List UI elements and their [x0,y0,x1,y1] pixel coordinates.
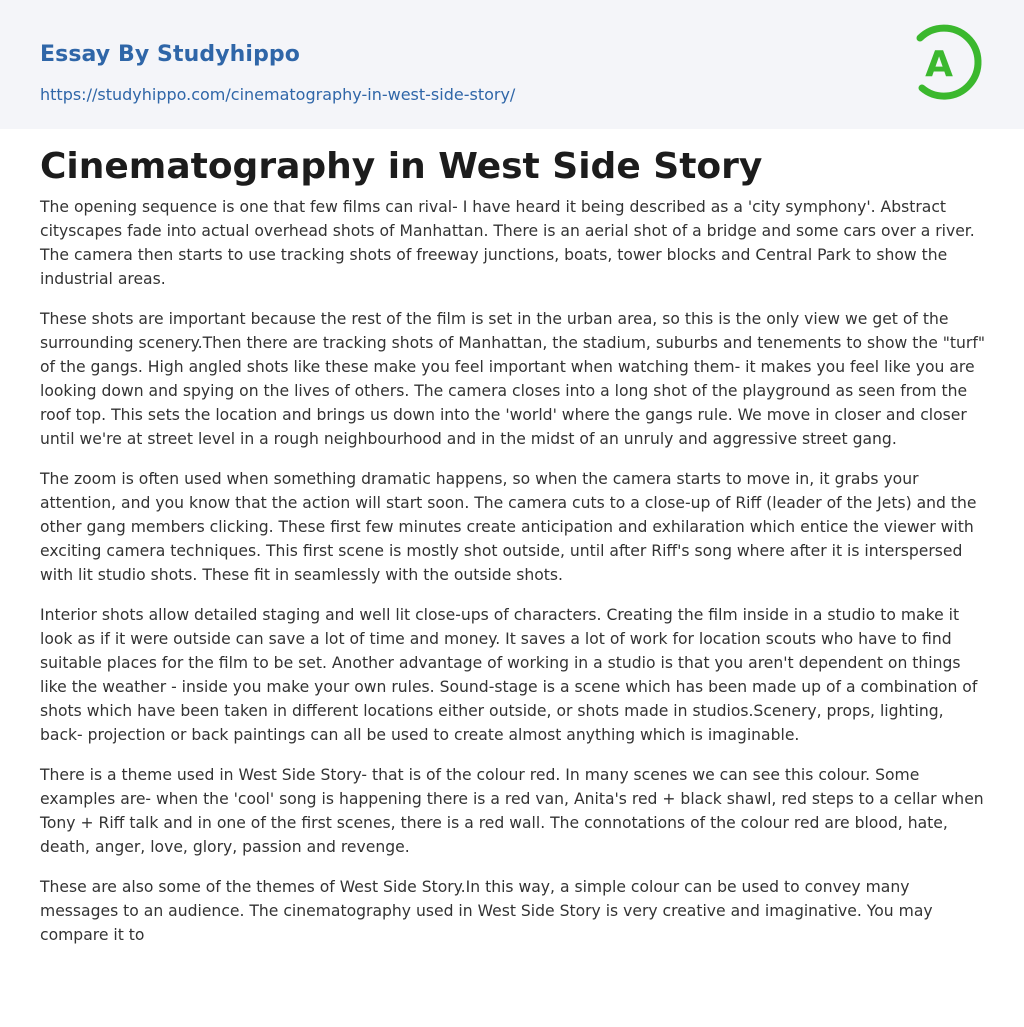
studyhippo-logo-icon [910,18,988,106]
paragraph: Interior shots allow detailed staging and well lit close-ups of characters. Creating the film inside in a studio to make it look as if it were outside can save a lot of time and money. It saves a lot of work for location scouts who have to find suitable places for the film to be set. Another advantage of working in a studio is that you aren't dependent on things like the weather - inside you make your own rules. Sound-stage is a scene which has been made up of a combination of shots which have been taken in different locations either outside, or shots made in studios.Scenery, props, lighting, back- projection or back paintings can all be used to create almost anything which is imaginable. [40,606,978,744]
brand-title: Essay By Studyhippo [40,42,300,67]
paragraph: There is a theme used in West Side Story- that is of the colour red. In many scenes we can see this colour. Some examples are- when the 'cool' song is happening there is a red van, Anita's red + black shawl, red steps to a cellar when Tony + Riff talk and in one of the first scenes, there is a red wall. The connotations of the colour red are blood, hate, death, anger, love, glory, passion and revenge. [40,766,984,856]
source-url-link[interactable]: https://studyhippo.com/cinematography-in-west-side-story/ [40,85,516,104]
svg-text:A: A [925,44,953,85]
paragraph: These are also some of the themes of West Side Story.In this way, a simple colour can be used to convey many messages to an audience. The cinematography used in West Side Story is very creative and imaginative. You may compare it to [40,878,933,944]
site-header [0,0,1024,129]
paragraph: These shots are important because the rest of the film is set in the urban area, so this is the only view we get of the surrounding scenery.Then there are tracking shots of Manhattan, the stadium, suburbs and tenements to show the "turf" of the gangs. High angled shots like these make you feel important when watching them- it makes you feel like you are looking down and spying on the lives of others. The camera closes into a long shot of the playground as seen from the roof top. This sets the location and brings us down into the 'world' where the gangs rule. We move in closer and closer until we're at street level in a rough neighbourhood and in the midst of an unruly and aggressive street gang. [40,310,985,448]
essay-title: Cinematography in West Side Story [40,146,763,187]
essay-body [40,195,988,963]
paragraph: The opening sequence is one that few films can rival- I have heard it being described as a 'city symphony'. Abstract cityscapes fade into actual overhead shots of Manhattan. There is an aerial shot of a bridge and some cars over a river. The camera then starts to use tracking shots of freeway junctions, boats, tower blocks and Central Park to show the industrial areas. [40,198,975,288]
paragraph: The zoom is often used when something dramatic happens, so when the camera starts to move in, it grabs your attention, and you know that the action will start soon. The camera cuts to a close-up of Riff (leader of the Jets) and the other gang members clicking. These first few minutes create anticipation and exhilaration which entice the viewer with exciting camera techniques. This first scene is mostly shot outside, until after Riff's song where after it is interspersed with lit studio shots. These fit in seamlessly with the outside shots. [40,470,977,584]
